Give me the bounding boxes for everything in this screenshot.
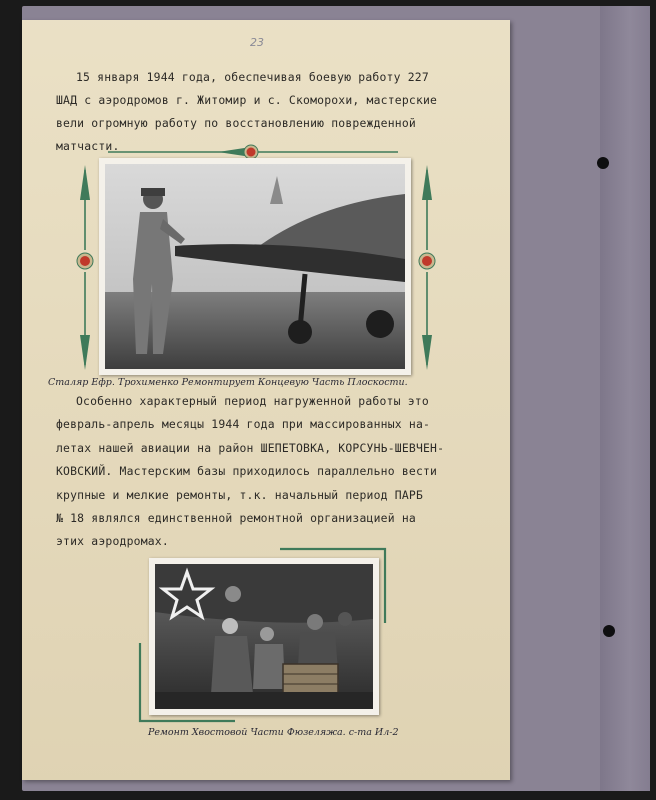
paragraph-2-line: крупные и мелкие ремонты, т.к. начальный период ПАРБ bbox=[56, 487, 424, 502]
photo-1 bbox=[99, 158, 411, 375]
ornament-arrow-left-top bbox=[80, 165, 90, 200]
worker-figure bbox=[211, 636, 253, 694]
paragraph-2-line: Особенно характерный период нагруженной работы это bbox=[76, 394, 429, 408]
photo-2-image bbox=[155, 564, 373, 709]
binder-hole-bottom bbox=[603, 625, 615, 637]
wooden-crate bbox=[283, 664, 338, 694]
aircraft-wheel bbox=[288, 320, 312, 344]
paragraph-1-line: 15 января 1944 года, обеспечивая боевую работу 227 bbox=[76, 70, 429, 84]
paragraph-2 bbox=[56, 390, 444, 554]
ornament-arrow-left-bottom bbox=[80, 335, 90, 370]
paragraph-1-line: матчасти. bbox=[56, 139, 120, 153]
photo-2 bbox=[149, 558, 379, 715]
ornament-star-right bbox=[422, 256, 432, 266]
paragraph-1-line: вели огромную работу по восстановлению поврежденной bbox=[56, 116, 416, 130]
paragraph-2-line: февраль-апрель месяцы 1944 года при массированных на- bbox=[56, 417, 431, 432]
photo-1-image bbox=[105, 164, 405, 369]
page-number: 23 bbox=[250, 36, 264, 49]
paragraph-2-line: КОВСКИЙ. Мастерским базы приходилось параллельно вести bbox=[56, 464, 438, 479]
paragraph-1-line: ШАД с аэродромов г. Житомир и с. Скоморохи, мастерские bbox=[56, 93, 438, 107]
paragraph-2-line: № 18 являлся единственной ремонтной организацией на bbox=[56, 511, 416, 526]
ornament-star-left bbox=[80, 256, 90, 266]
binder-hole-top bbox=[597, 157, 609, 169]
album-backing-edge bbox=[600, 6, 650, 791]
ornament-arrow-right-bottom bbox=[422, 335, 432, 370]
worker-head bbox=[225, 586, 241, 602]
ornament-arrow-right-top bbox=[422, 165, 432, 200]
ornament-star-top bbox=[247, 148, 256, 157]
mechanic-cap bbox=[141, 188, 165, 196]
paragraph-2-line: этих аэродромах. bbox=[56, 534, 169, 549]
photo-1-caption: Сталяр Ефр. Трохименко Ремонтирует Концевую Часть Плоскости. bbox=[48, 377, 408, 388]
photo-2-caption: Ремонт Хвостовой Части Фюзеляжа. с-та Ил-2 bbox=[148, 727, 399, 738]
paragraph-2-line: летах нашей авиации на район ШЕПЕТОВКА, КОРСУНЬ-ШЕВЧЕН- bbox=[56, 440, 445, 455]
